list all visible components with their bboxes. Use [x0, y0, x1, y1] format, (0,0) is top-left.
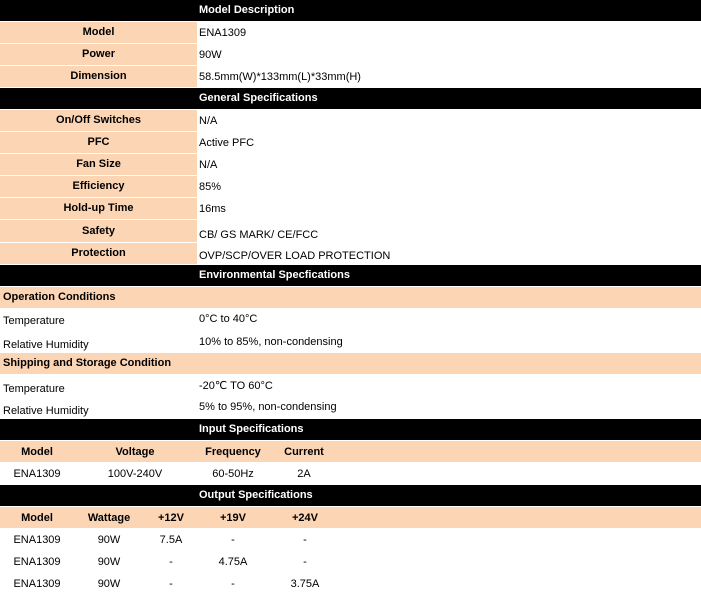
section-header-text: Model Description — [199, 4, 295, 16]
spec-label: Dimension — [0, 66, 197, 87]
table-cell: - — [231, 534, 235, 546]
section-header-text: Environmental Specfications — [199, 269, 350, 281]
table-cell: 90W — [97, 534, 121, 546]
spec-row-protection — [0, 243, 701, 265]
env-key: Temperature — [3, 315, 65, 327]
spec-label: PFC — [0, 132, 197, 153]
spec-label: Efficiency — [0, 176, 197, 197]
env-value: -20℃ TO 60°C — [199, 380, 273, 392]
input-table-header — [0, 441, 701, 463]
section-header-environmental — [0, 265, 701, 287]
spec-label: Safety — [0, 220, 197, 242]
section-header-text: Output Specifications — [199, 489, 313, 501]
spec-row-efficiency — [0, 176, 701, 198]
table-cell: ENA1309 — [13, 556, 61, 568]
env-row-storage-humidity — [0, 397, 701, 419]
column-header: Frequency — [205, 446, 261, 458]
env-row-storage-temperature — [0, 375, 701, 397]
spec-label: Power — [0, 44, 197, 65]
spec-row-switches — [0, 110, 701, 132]
table-cell: ENA1309 — [13, 468, 61, 480]
env-key: Temperature — [3, 383, 65, 395]
env-row-op-humidity — [0, 331, 701, 353]
column-header: Model — [21, 512, 53, 524]
column-header: Wattage — [87, 512, 131, 524]
spec-value: 58.5mm(W)*133mm(L)*33mm(H) — [199, 71, 361, 83]
spec-label: Protection — [0, 243, 197, 264]
subsection-shipping-storage — [0, 353, 701, 375]
table-cell: 90W — [97, 578, 121, 590]
spec-value: N/A — [199, 115, 218, 127]
spec-row-hold-up-time — [0, 198, 701, 220]
env-key: Relative Humidity — [3, 339, 89, 351]
section-header-output-specs — [0, 485, 701, 507]
table-cell: 3.75A — [290, 578, 320, 590]
output-table-header — [0, 507, 701, 529]
section-header-model-description — [0, 0, 701, 22]
spec-value: ENA1309 — [199, 27, 247, 39]
table-cell: 7.5A — [159, 534, 183, 546]
column-header: Voltage — [115, 446, 155, 458]
table-cell: 4.75A — [218, 556, 248, 568]
table-cell: - — [303, 534, 307, 546]
subsection-title: Operation Conditions — [3, 291, 116, 303]
spec-row-power — [0, 44, 701, 66]
section-header-input-specs — [0, 419, 701, 441]
spec-label: Model — [0, 22, 197, 43]
table-cell: ENA1309 — [13, 578, 61, 590]
spec-row-pfc — [0, 132, 701, 154]
section-header-general-specs — [0, 88, 701, 110]
spec-value: OVP/SCP/OVER LOAD PROTECTION — [199, 250, 391, 262]
section-header-text: General Specifications — [199, 92, 318, 104]
env-value: 0°C to 40°C — [199, 313, 258, 325]
table-cell: 2A — [297, 468, 311, 480]
spec-value: N/A — [199, 159, 218, 171]
spec-label: Fan Size — [0, 154, 197, 175]
spec-row-fan-size — [0, 154, 701, 176]
table-cell: 90W — [97, 556, 121, 568]
table-cell: 100V-240V — [107, 468, 163, 480]
spec-label: On/Off Switches — [0, 110, 197, 131]
spec-value: 16ms — [199, 203, 226, 215]
column-header: Current — [284, 446, 324, 458]
env-row-op-temperature — [0, 309, 701, 331]
subsection-operation-conditions — [0, 287, 701, 309]
env-value: 10% to 85%, non-condensing — [199, 336, 343, 348]
env-key: Relative Humidity — [3, 405, 89, 417]
spec-row-model — [0, 22, 701, 44]
spec-value: 85% — [199, 181, 222, 193]
table-cell: - — [231, 578, 235, 590]
table-cell: - — [169, 578, 173, 590]
table-cell: ENA1309 — [13, 534, 61, 546]
spec-row-safety — [0, 220, 701, 243]
section-header-text: Input Specifications — [199, 423, 304, 435]
env-value: 5% to 95%, non-condensing — [199, 401, 337, 413]
table-row — [0, 463, 701, 485]
spec-label: Hold-up Time — [0, 198, 197, 219]
subsection-title: Shipping and Storage Condition — [3, 357, 172, 369]
spec-value: 90W — [199, 49, 222, 61]
table-cell: 60-50Hz — [212, 468, 254, 480]
column-header: +19V — [220, 512, 246, 524]
table-row — [0, 529, 701, 551]
table-cell: - — [303, 556, 307, 568]
table-row — [0, 551, 701, 573]
column-header: +24V — [292, 512, 318, 524]
spec-row-dimension — [0, 66, 701, 88]
column-header: Model — [21, 446, 53, 458]
table-row — [0, 573, 701, 595]
table-cell: - — [169, 556, 173, 568]
column-header: +12V — [158, 512, 184, 524]
spec-value: CB/ GS MARK/ CE/FCC — [199, 229, 319, 241]
spec-value: Active PFC — [199, 137, 255, 149]
